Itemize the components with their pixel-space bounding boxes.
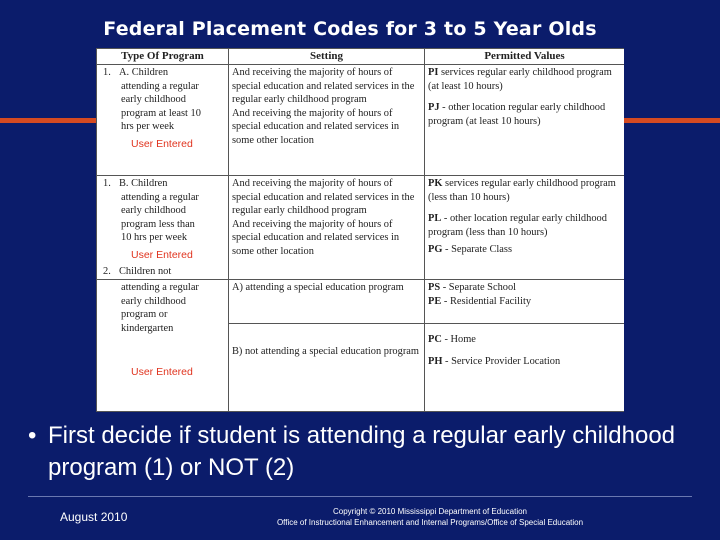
header-values: Permitted Values bbox=[425, 49, 625, 65]
placement-codes-table bbox=[96, 48, 624, 412]
footer-divider bbox=[28, 496, 692, 497]
values-cell: PI services regular early childhood program (at least 10 hours) PJ - other location regular early childhood program (at least 10 hours) bbox=[425, 65, 625, 176]
footer-copyright: Copyright © 2010 Mississippi Department of Education Office of Instructional Enhancement and Internal Programs/Office of Special Education bbox=[276, 507, 584, 527]
user-entered-label: User Entered bbox=[131, 248, 193, 261]
header-type: Type Of Program bbox=[97, 49, 229, 65]
type-cell: 1. A. Children attending a regular early childhood program at least 10 hrs per week User Entered bbox=[97, 65, 229, 176]
setting-cell: A) attending a special education program bbox=[229, 280, 425, 324]
header-setting: Setting bbox=[229, 49, 425, 65]
table-row bbox=[97, 176, 625, 280]
footer-date: August 2010 bbox=[60, 510, 128, 524]
accent-rule-right bbox=[624, 118, 720, 123]
values-cell: PC - Home PH - Service Provider Location bbox=[425, 324, 625, 412]
bullet-icon: • bbox=[28, 422, 37, 449]
slide-title: Federal Placement Codes for 3 to 5 Year Olds bbox=[103, 18, 597, 40]
table-header-row bbox=[97, 49, 625, 65]
bullet-text: First decide if student is attending a regular early childhood program (1) or NOT (2) bbox=[48, 422, 676, 481]
setting-cell: And receiving the majority of hours of special education and related services in the regular early childhood program And receiving the majority of hours of special education and related services in some other location bbox=[229, 65, 425, 176]
table-row bbox=[97, 65, 625, 176]
values-cell: PS - Separate School PE - Residential Facility bbox=[425, 280, 625, 324]
user-entered-label: User Entered bbox=[131, 365, 193, 378]
user-entered-label: User Entered bbox=[131, 137, 193, 150]
setting-cell: And receiving the majority of hours of special education and related services in the regular early childhood program And receiving the majority of hours of special education and related services in some other location bbox=[229, 176, 425, 280]
setting-cell: B) not attending a special education program bbox=[229, 324, 425, 412]
table-row bbox=[97, 280, 625, 324]
values-cell: PK services regular early childhood program (less than 10 hours) PL - other location regular early childhood program (less than 10 hours) PG - Separate Class bbox=[425, 176, 625, 280]
type-cell: attending a regular early childhood program or kindergarten User Entered bbox=[97, 280, 229, 412]
type-cell: 1. B. Children attending a regular early childhood program less than 10 hrs per week User Entered 2. Children not bbox=[97, 176, 229, 280]
accent-rule-left bbox=[0, 118, 96, 123]
